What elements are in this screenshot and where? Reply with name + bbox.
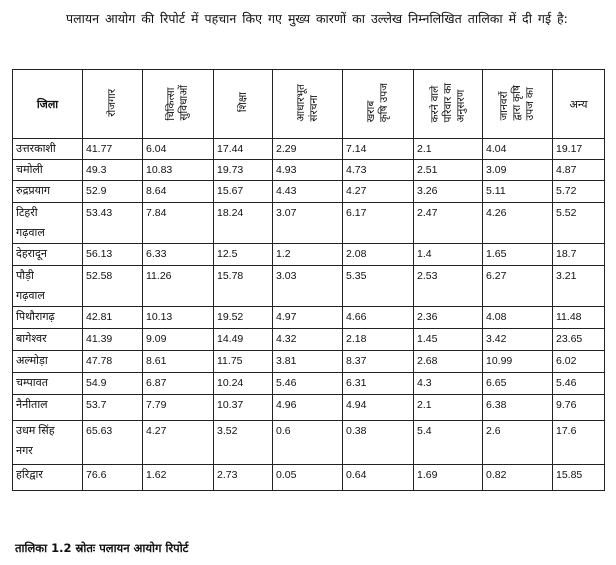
value-cell: 2.1 <box>414 139 483 160</box>
value-cell: 3.21 <box>553 266 605 307</box>
value-cell: 4.87 <box>553 160 605 181</box>
header-education: शिक्षा <box>214 70 273 139</box>
header-infrastructure: आधारभूत संरचना <box>273 70 343 139</box>
district-cell: पौड़ी गढ़वाल <box>13 266 83 307</box>
value-cell: 2.6 <box>483 421 553 465</box>
value-cell: 10.24 <box>214 373 273 395</box>
value-cell: 10.99 <box>483 351 553 373</box>
value-cell: 5.4 <box>414 421 483 465</box>
value-cell: 53.43 <box>83 203 143 244</box>
value-cell: 4.73 <box>343 160 414 181</box>
value-cell: 6.87 <box>143 373 214 395</box>
table-row <box>13 181 605 203</box>
value-cell: 2.29 <box>273 139 343 160</box>
district-cell: हरिद्वार <box>13 465 83 491</box>
value-cell: 1.65 <box>483 244 553 266</box>
value-cell: 11.48 <box>553 307 605 329</box>
value-cell: 56.13 <box>83 244 143 266</box>
value-cell: 4.97 <box>273 307 343 329</box>
value-cell: 2.08 <box>343 244 414 266</box>
header-family-follow: करने वाले परिवार का अनुसरण <box>414 70 483 139</box>
value-cell: 6.65 <box>483 373 553 395</box>
district-cell: चम्पावत <box>13 373 83 395</box>
district-cell: बागेश्वर <box>13 329 83 351</box>
value-cell: 49.3 <box>83 160 143 181</box>
value-cell: 9.76 <box>553 395 605 421</box>
value-cell: 3.07 <box>273 203 343 244</box>
value-cell: 6.02 <box>553 351 605 373</box>
value-cell: 6.04 <box>143 139 214 160</box>
value-cell: 10.83 <box>143 160 214 181</box>
value-cell: 4.26 <box>483 203 553 244</box>
table-row <box>13 307 605 329</box>
table-row <box>13 373 605 395</box>
value-cell: 2.36 <box>414 307 483 329</box>
value-cell: 5.11 <box>483 181 553 203</box>
value-cell: 4.66 <box>343 307 414 329</box>
value-cell: 6.27 <box>483 266 553 307</box>
value-cell: 3.09 <box>483 160 553 181</box>
value-cell: 12.5 <box>214 244 273 266</box>
value-cell: 3.52 <box>214 421 273 465</box>
table-row <box>13 465 605 491</box>
header-employment: रोजगार <box>83 70 143 139</box>
header-medical: चिकित्सा सुविधाओं <box>143 70 214 139</box>
value-cell: 6.17 <box>343 203 414 244</box>
value-cell: 19.52 <box>214 307 273 329</box>
header-district: जिला <box>13 70 83 139</box>
value-cell: 0.05 <box>273 465 343 491</box>
value-cell: 6.33 <box>143 244 214 266</box>
value-cell: 5.35 <box>343 266 414 307</box>
table-header-row <box>13 70 605 139</box>
value-cell: 1.69 <box>414 465 483 491</box>
district-cell: उत्तरकाशी <box>13 139 83 160</box>
value-cell: 0.82 <box>483 465 553 491</box>
table-row <box>13 421 605 465</box>
district-cell: देहरादून <box>13 244 83 266</box>
value-cell: 54.9 <box>83 373 143 395</box>
value-cell: 4.93 <box>273 160 343 181</box>
value-cell: 11.26 <box>143 266 214 307</box>
district-cell: पिथौरागढ़ <box>13 307 83 329</box>
table-row <box>13 244 605 266</box>
value-cell: 8.64 <box>143 181 214 203</box>
value-cell: 4.43 <box>273 181 343 203</box>
value-cell: 18.24 <box>214 203 273 244</box>
value-cell: 5.72 <box>553 181 605 203</box>
value-cell: 2.53 <box>414 266 483 307</box>
value-cell: 19.73 <box>214 160 273 181</box>
value-cell: 76.6 <box>83 465 143 491</box>
value-cell: 5.46 <box>553 373 605 395</box>
table-row <box>13 266 605 307</box>
value-cell: 10.37 <box>214 395 273 421</box>
value-cell: 47.78 <box>83 351 143 373</box>
value-cell: 0.6 <box>273 421 343 465</box>
value-cell: 15.78 <box>214 266 273 307</box>
value-cell: 8.61 <box>143 351 214 373</box>
value-cell: 15.67 <box>214 181 273 203</box>
value-cell: 17.6 <box>553 421 605 465</box>
table-row <box>13 160 605 181</box>
value-cell: 3.03 <box>273 266 343 307</box>
district-cell: रुद्रप्रयाग <box>13 181 83 203</box>
table-row <box>13 203 605 244</box>
district-cell: अल्मोड़ा <box>13 351 83 373</box>
value-cell: 4.04 <box>483 139 553 160</box>
value-cell: 4.08 <box>483 307 553 329</box>
value-cell: 2.1 <box>414 395 483 421</box>
value-cell: 41.39 <box>83 329 143 351</box>
value-cell: 3.42 <box>483 329 553 351</box>
value-cell: 0.38 <box>343 421 414 465</box>
value-cell: 7.79 <box>143 395 214 421</box>
value-cell: 65.63 <box>83 421 143 465</box>
value-cell: 6.38 <box>483 395 553 421</box>
value-cell: 15.85 <box>553 465 605 491</box>
value-cell: 1.2 <box>273 244 343 266</box>
table-row <box>13 351 605 373</box>
value-cell: 9.09 <box>143 329 214 351</box>
header-animal-damage: जानवरों द्वारा कृषि उपज का <box>483 70 553 139</box>
district-cell: टिहरी गढ़वाल <box>13 203 83 244</box>
value-cell: 1.4 <box>414 244 483 266</box>
value-cell: 11.75 <box>214 351 273 373</box>
district-cell: चमोली <box>13 160 83 181</box>
value-cell: 4.32 <box>273 329 343 351</box>
value-cell: 2.73 <box>214 465 273 491</box>
value-cell: 1.45 <box>414 329 483 351</box>
value-cell: 52.9 <box>83 181 143 203</box>
value-cell: 4.27 <box>143 421 214 465</box>
district-cell: नैनीताल <box>13 395 83 421</box>
table-row <box>13 139 605 160</box>
value-cell: 2.51 <box>414 160 483 181</box>
value-cell: 53.7 <box>83 395 143 421</box>
value-cell: 6.31 <box>343 373 414 395</box>
table-row <box>13 329 605 351</box>
header-poor-crop: खराब कृषि उपज <box>343 70 414 139</box>
value-cell: 2.68 <box>414 351 483 373</box>
value-cell: 14.49 <box>214 329 273 351</box>
migration-reasons-table <box>12 69 605 491</box>
header-other: अन्य <box>553 70 605 139</box>
value-cell: 7.84 <box>143 203 214 244</box>
value-cell: 23.65 <box>553 329 605 351</box>
value-cell: 19.17 <box>553 139 605 160</box>
value-cell: 5.46 <box>273 373 343 395</box>
value-cell: 1.62 <box>143 465 214 491</box>
value-cell: 4.94 <box>343 395 414 421</box>
table-row <box>13 395 605 421</box>
value-cell: 42.81 <box>83 307 143 329</box>
value-cell: 0.64 <box>343 465 414 491</box>
value-cell: 4.27 <box>343 181 414 203</box>
value-cell: 17.44 <box>214 139 273 160</box>
value-cell: 2.47 <box>414 203 483 244</box>
value-cell: 4.96 <box>273 395 343 421</box>
value-cell: 5.52 <box>553 203 605 244</box>
value-cell: 3.26 <box>414 181 483 203</box>
district-cell: उधम सिंह नगर <box>13 421 83 465</box>
value-cell: 2.18 <box>343 329 414 351</box>
value-cell: 4.3 <box>414 373 483 395</box>
value-cell: 10.13 <box>143 307 214 329</box>
value-cell: 8.37 <box>343 351 414 373</box>
value-cell: 7.14 <box>343 139 414 160</box>
value-cell: 52.58 <box>83 266 143 307</box>
value-cell: 41.77 <box>83 139 143 160</box>
table-caption: तालिका 1.2 स्रोतः पलायन आयोग रिपोर्ट <box>15 541 189 555</box>
intro-paragraph: पलायन आयोग की रिपोर्ट में पहचान किए गए मुख्य कारणों का उल्लेख निम्नलिखित तालिका में दी गई है: <box>66 11 568 26</box>
value-cell: 18.7 <box>553 244 605 266</box>
value-cell: 3.81 <box>273 351 343 373</box>
